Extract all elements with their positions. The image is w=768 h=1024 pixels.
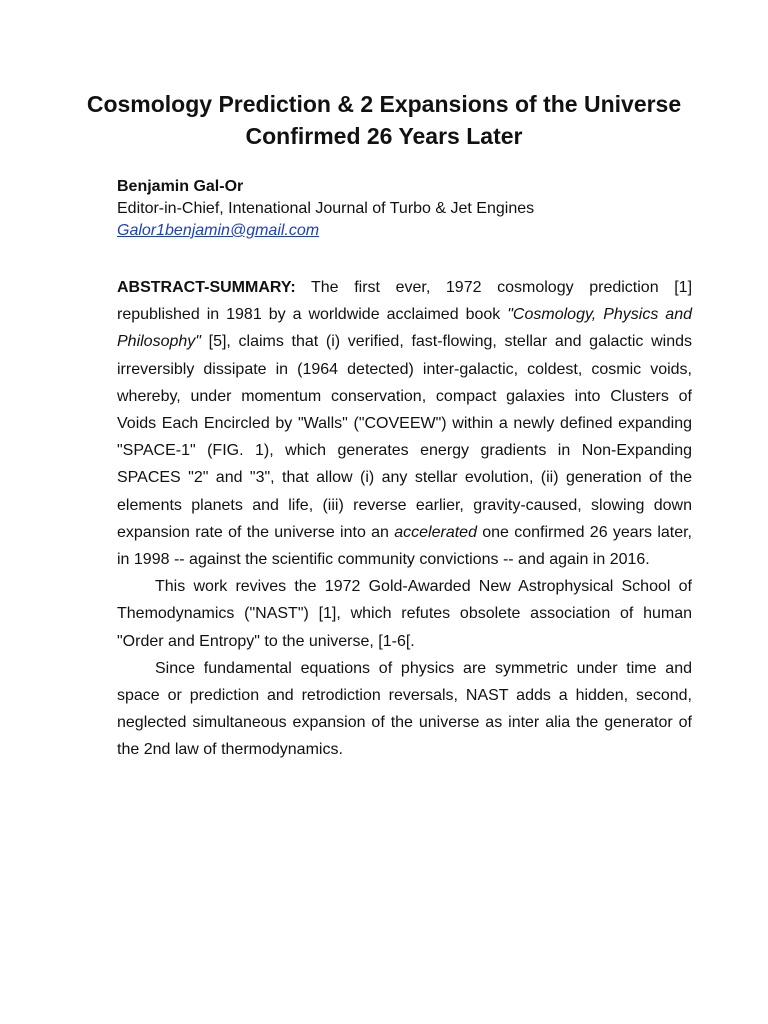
book-title: "Cosmology, Physics and Philosophy"	[117, 306, 692, 351]
abstract-paragraph-2: This work revives the 1972 Gold-Awarded New Astrophysical School of Themodynamics ("NAST") [1], which refutes obsolete association of human "Order and Entropy" to the universe, [1-6[.	[117, 578, 692, 650]
abstract-p1-text-c: one confirmed 26 years later, in 1998 -- against the scientific community convictions -- and again in 2016.	[117, 523, 693, 569]
abstract-label: ABSTRACT-SUMMARY:	[117, 279, 296, 296]
author-name: Benjamin Gal-Or	[117, 178, 244, 195]
abstract-paragraph-1	[117, 274, 692, 573]
abstract-paragraph-3: Since fundamental equations of physics are symmetric under time and space or prediction and retrodiction reversals, NAST adds a hidden, second, neglected simultaneous expansion of the universe as inter alia the generator of the 2nd law of thermodynamics.	[117, 659, 692, 759]
abstract-p1-text-b: [5], claims that (i) verified, fast-flowing, stellar and galactic winds irreversibly dissipate in (1964 detected) inter-galactic, coldest, cosmic voids, whereby, under momentum conservation, compact galaxies into Clusters of Voids Each Encircled by "Walls" ("COVEEW") within a newly defined expanding "SPACE-1" (FIG. 1), which generates energy gradients in Non-Expanding SPACES "2" and "3", that allow (i) any stellar evolution, (ii) generation of the elements planets and life, (iii) reverse earlier, gravity-caused, slowing down expansion rate of the universe into an	[117, 333, 692, 541]
title-line-1: Cosmology Prediction & 2 Expansions of the Universe	[86, 91, 682, 117]
author-email-link[interactable]: Galor1benjamin@gmail.com	[117, 222, 320, 239]
abstract-section	[117, 274, 692, 764]
author-affiliation: Editor-in-Chief, Intenational Journal of Turbo & Jet Engines	[117, 200, 535, 217]
paper-title	[40, 88, 728, 152]
accelerated-emphasis: accelerated	[394, 523, 477, 541]
title-line-2: Confirmed 26 Years Later	[245, 123, 523, 149]
abstract-p1-text-a: The first ever, 1972 cosmology prediction [1] republished in 1981 by a worldwide acclaimed book	[117, 279, 693, 324]
author-block	[117, 176, 692, 242]
